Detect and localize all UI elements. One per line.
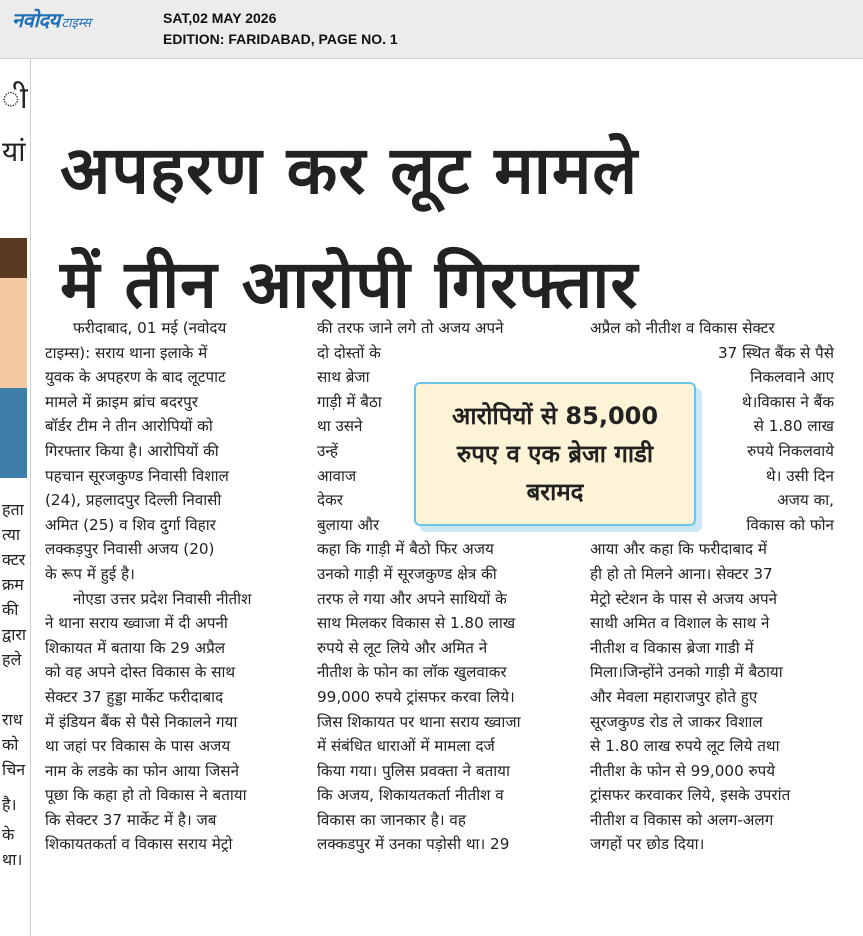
column-line: सूरजकुण्ड रोड ले जाकर विशाल — [590, 712, 763, 731]
column-line: मेट्रो स्टेशन के पास से अजय अपने — [590, 589, 778, 608]
left-fragment: की — [2, 600, 19, 619]
column-line: अमित (25) व शिव दुर्गा विहार — [45, 515, 216, 534]
column-line: तरफ ले गया और अपने साथियों के — [317, 589, 507, 608]
column-line: को वह अपने दोस्त विकास के साथ — [45, 663, 236, 682]
column-line: 99,000 रुपये ट्रांसफर करवा लिये। — [317, 687, 515, 706]
column-line: जिस शिकायत पर थाना सराय ख्वाजा — [317, 712, 521, 731]
left-fragment: चिन — [2, 760, 26, 779]
column-line: ही हो तो मिलने आना। सेक्टर 37 — [590, 564, 773, 583]
left-fragment: को — [2, 735, 19, 754]
column-line: पहचान सूरजकुण्ड निवासी विशाल — [45, 466, 229, 485]
column-line: विकास का जानकार है। वह — [317, 810, 466, 829]
left-fragment: है। — [2, 795, 17, 814]
column-line: बॉर्डर टीम ने तीन आरोपियों को — [45, 417, 213, 436]
column-line: शिकायतकर्ता व विकास सराय मेट्रो — [45, 835, 233, 854]
masthead-bar — [0, 0, 863, 59]
column-line: ट्रांसफर करवाकर लिये, इसके उपरांत — [590, 786, 791, 805]
column-line: के रूप में हुई है। — [45, 564, 135, 583]
left-fragment: ी — [2, 81, 28, 116]
column-line: में संबंधित धाराओं में मामला दर्ज — [317, 737, 495, 756]
column-line: अजय का, — [777, 491, 834, 510]
column-line: साथ ब्रेजा — [317, 368, 370, 387]
column-line: उनको गाड़ी में सूरजकुण्ड क्षेत्र की — [317, 564, 497, 583]
column-line: उन्हें — [317, 441, 338, 460]
left-fragment: त्या — [2, 525, 21, 544]
left-fragment: क्टर — [2, 550, 26, 569]
column-line: से 1.80 लाख — [753, 417, 834, 436]
pull-quote-line: रुपए व एक ब्रेजा गाडी — [456, 440, 654, 468]
column-line: था उसने — [317, 417, 363, 436]
adjacent-article-strip — [0, 58, 31, 936]
newspaper-logo[interactable] — [12, 6, 91, 36]
column-line: शिकायत में बताया कि 29 अप्रैल — [45, 638, 226, 657]
left-fragment: हले — [2, 650, 22, 669]
column-line: कहा कि गाड़ी में बैठो फिर अजय — [317, 540, 494, 559]
column-line: अप्रैल को नीतीश व विकास सेक्टर — [590, 319, 775, 337]
column-line: में इंडियन बैंक से पैसे निकालने गया — [45, 712, 238, 731]
left-fragment: क्रम — [2, 575, 24, 594]
column-line: कि सेक्टर 37 मार्केट में है। जब — [45, 810, 217, 829]
column-line: थे।विकास ने बैंक — [741, 392, 834, 411]
pull-quote-box — [414, 382, 696, 526]
column-line: नीतीश व विकास को अलग-अलग — [590, 810, 774, 829]
column-line: और मेवला महाराजपुर होते हुए — [590, 687, 758, 706]
column-line: टाइम्स): सराय थाना इलाके में — [45, 343, 208, 362]
column-line: देकर — [317, 491, 343, 510]
headline-line-1: अपहरण कर लूट मामले — [60, 132, 639, 209]
column-line: नीतीश के फोन से 99,000 रुपये — [590, 761, 776, 780]
column-line: विकास को फोन — [746, 515, 834, 534]
edition-info — [163, 8, 398, 50]
left-fragment: राध — [2, 710, 23, 729]
edition-date: SAT,02 MAY 2026 — [163, 10, 277, 26]
column-line: की तरफ जाने लगे तो अजय अपने — [317, 319, 504, 337]
column-line: गिरफ्तार किया है। आरोपियों की — [45, 441, 219, 460]
column-line: थे। उसी दिन — [765, 466, 834, 485]
column-line: 37 स्थित बैंक से पैसे — [717, 343, 834, 362]
column-line: साथी अमित व विशाल के साथ ने — [590, 614, 770, 633]
column-line: कि अजय, शिकायतकर्ता नीतीश व — [317, 786, 504, 805]
pull-quote-line: बरामद — [526, 478, 584, 506]
column-line: साथ मिलकर विकास से 1.80 लाख — [317, 614, 516, 633]
column-line: सेक्टर 37 हुड्डा मार्केट फरीदाबाद — [45, 687, 224, 706]
column-line: नीतीश व विकास ब्रेजा गाडी में — [590, 638, 754, 657]
logo-sub-text: टाइम्स — [61, 16, 91, 31]
left-fragment: हता — [2, 500, 24, 519]
column-line: रुपये निकलवाये — [747, 441, 834, 460]
article-headline — [60, 114, 840, 342]
article-column-1 — [45, 316, 291, 857]
column-line: जगहों पर छोड दिया। — [590, 835, 705, 854]
column-line: से 1.80 लाख रुपये लूट लिये तथा — [590, 737, 780, 756]
column-line: दो दोस्तों के — [317, 343, 381, 362]
column-line: था जहां पर विकास के पास अजय — [45, 737, 231, 756]
pull-quote-text — [452, 397, 658, 511]
left-fragment: यां — [2, 135, 26, 168]
column-line: फरीदाबाद, 01 मई (नवोदय — [73, 319, 227, 337]
column-line: नाम के लडके का फोन आया जिसने — [45, 761, 239, 780]
column-line: बुलाया और — [317, 515, 380, 534]
column-line: मिला।जिन्होंने उनको गाड़ी में बैठाया — [590, 663, 783, 682]
left-fragment: था। — [2, 850, 23, 869]
column-line: ने थाना सराय ख्वाजा में दी अपनी — [45, 614, 228, 633]
column-line: आया और कहा कि फरीदाबाद में — [590, 540, 768, 559]
left-fragment: के — [2, 825, 15, 844]
edition-page: EDITION: FARIDABAD, PAGE NO. 1 — [163, 31, 398, 47]
column-line: निकलवाने आए — [750, 368, 834, 387]
column-line: आवाज — [317, 466, 357, 485]
column-line: गाड़ी में बैठा — [317, 392, 382, 411]
adjacent-photo — [0, 238, 27, 478]
column-line: लक्कडपुर में उनका पड़ोसी था। 29 — [317, 835, 510, 854]
column-line: लक्कड़पुर निवासी अजय (20) — [45, 540, 215, 559]
logo-main-text: नवोदय — [12, 8, 60, 32]
newspaper-page — [0, 58, 863, 936]
column-line: नोएडा उत्तर प्रदेश निवासी नीतीश — [73, 589, 252, 608]
left-fragment: द्वारा — [2, 625, 27, 644]
column-line: युवक के अपहरण के बाद लूटपाट — [45, 368, 226, 387]
column-line: किया गया। पुलिस प्रवक्ता ने बताया — [317, 761, 510, 780]
column-line: पूछा कि कहा हो तो विकास ने बताया — [45, 786, 247, 805]
headline-line-2: में तीन आरोपी गिरफ्तार — [60, 246, 639, 323]
column-line: मामले में क्राइम ब्रांच बदरपुर — [45, 392, 198, 411]
column-line: (24), प्रहलादपुर दिल्ली निवासी — [45, 491, 222, 510]
column-line: रुपये से लूट लिये और अमित ने — [317, 638, 488, 657]
pull-quote-line: आरोपियों से 85,000 — [451, 402, 659, 430]
column-line: नीतीश के फोन का लॉक खुलवाकर — [317, 663, 507, 682]
